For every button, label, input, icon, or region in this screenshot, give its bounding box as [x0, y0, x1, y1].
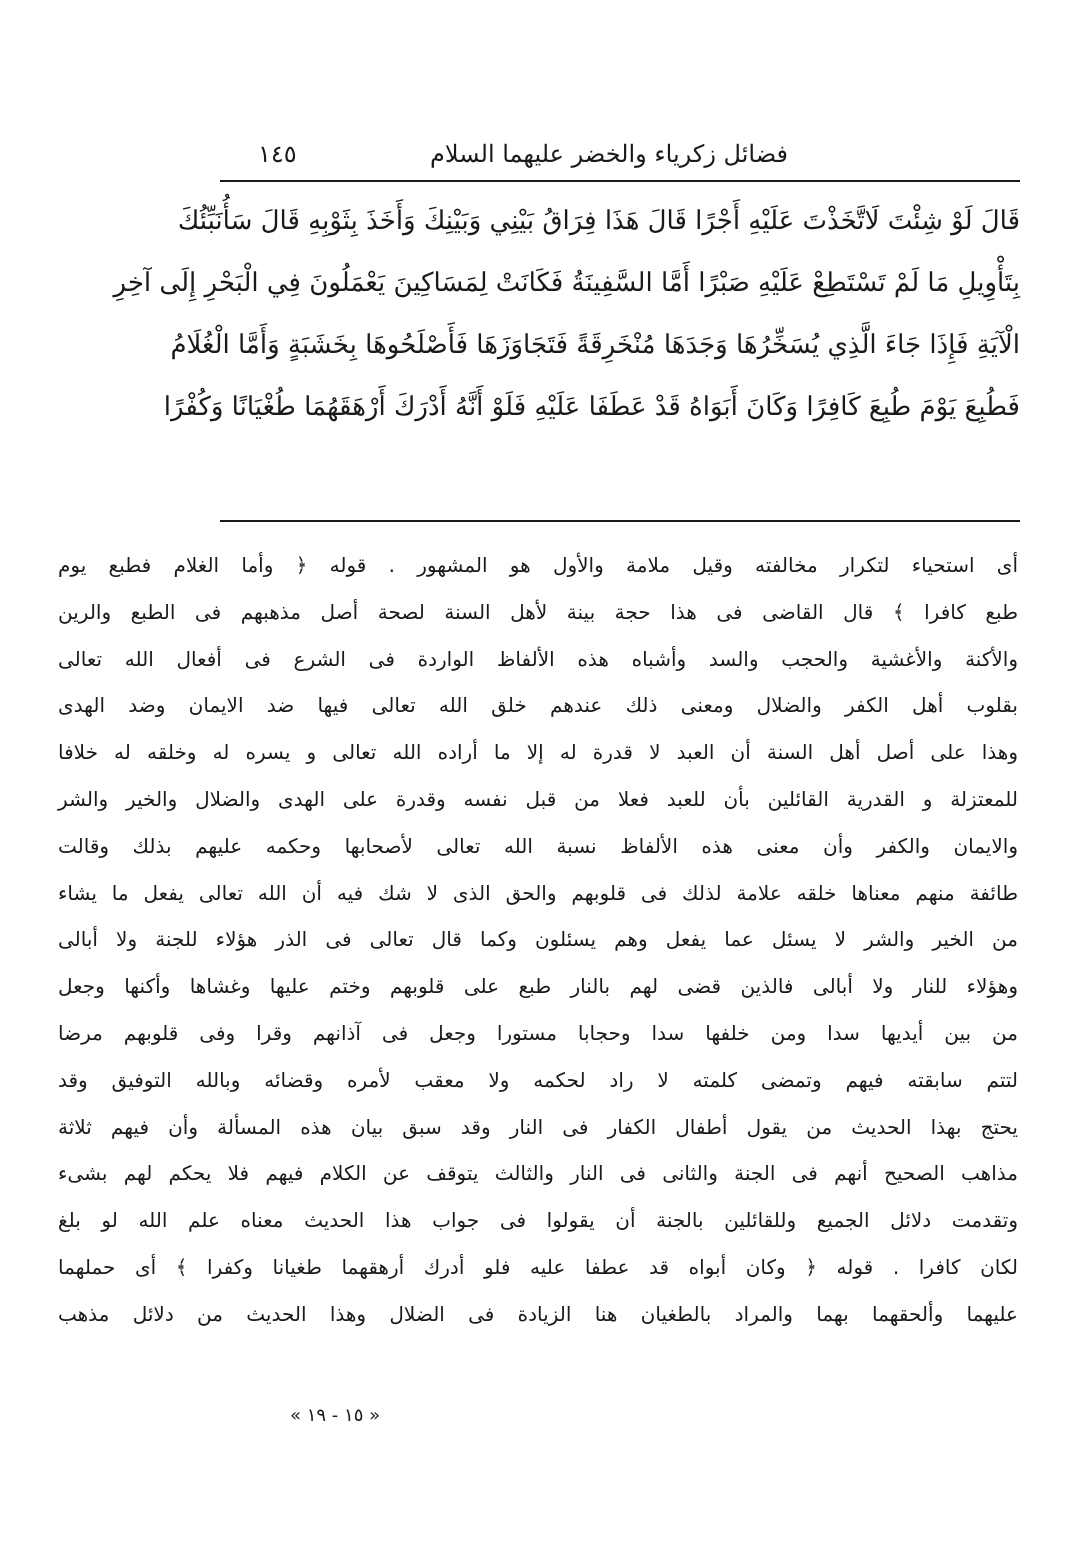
commentary-line: من الخير والشر لا يسئل عما يفعل وهم يسئلون وكما قال تعالى فى الذر هؤلاء للجنة ولا أبالى — [58, 927, 1018, 952]
commentary-line: لكان كافرا . قوله ﴿ وكان أبواه قد عطفا عليه فلو أدرك أرهقهما طغيانا وكفرا ﴾ أى حملهما — [58, 1254, 1018, 1279]
commentary-line: وتقدمت دلائل الجميع وللقائلين بالجنة أن يقولوا فى جواب هذا الحديث معناه علم الله لو بلغ — [58, 1208, 1018, 1233]
commentary-line: يحتج بهذا الحديث من يقول أطفال الكفار فى النار وقد سبق بيان هذه المسألة وأن فيهم ثلاثة — [58, 1114, 1018, 1139]
commentary-block — [58, 542, 1018, 1338]
commentary-line: طبع كافرا ﴾ قال القاضى فى هذا حجة بينة لأهل السنة لصحة أصل مذهبهم فى الطبع والرين — [58, 599, 1018, 624]
commentary-line: من بين أيديها سدا ومن خلفها سدا وحجابا مستورا وجعل فى آذانهم وقرا وفى قلوبهم مرضا — [58, 1020, 1018, 1045]
commentary-line: وهذا على أصل أهل السنة أن العبد لا قدرة له إلا ما أراده الله تعالى و يسره له وخلقه له خلافا — [58, 740, 1018, 765]
verse-line: بِتَأْوِيلِ مَا لَمْ تَسْتَطِعْ عَلَيْهِ صَبْرًا أَمَّا السَّفِينَةُ فَكَانَتْ لِمَسَاكِينَ يَعْمَلُونَ فِي الْبَحْرِ إِلَى آخِرِ — [113, 268, 1020, 298]
commentary-line: مذاهب الصحيح أنهم فى الجنة والثانى فى النار والثالث يتوقف عن الكلام فيهم فلا يحكم لهم بشىء — [58, 1161, 1018, 1186]
commentary-line: للمعتزلة و القدرية القائلين بأن للعبد فعلا من قبل نفسه وقدرة على الهدى والضلال والخير والشر — [58, 786, 1018, 811]
section-divider — [220, 520, 1020, 522]
commentary-line: بقلوب أهل الكفر والضلال ومعنى ذلك عندهم خلق الله تعالى فيها ضد الايمان وضد الهدى — [58, 693, 1018, 718]
commentary-line: وهؤلاء للنار ولا أبالى فالذين قضى لهم بالنار طبع على قلوبهم وختم عليها وغشاها وأكنها وجعل — [58, 974, 1018, 999]
commentary-line: عليهما وألحقهما بهما والمراد بالطغيان هنا الزيادة فى الضلال وهذا الحديث من دلائل مذهب — [58, 1301, 1018, 1326]
verse-line: فَطُبِعَ يَوْمَ طُبِعَ كَافِرًا وَكَانَ أَبَوَاهُ قَدْ عَطَفَا عَلَيْهِ فَلَوْ أَنَّهُ أَدْرَكَ أَرْهَقَهُمَا طُغْيَانًا وَكُفْرًا — [163, 392, 1020, 422]
running-header — [228, 140, 1018, 180]
header-title: فضائل زكرياء والخضر عليهما السلام — [430, 140, 788, 168]
page-number: ١٤٥ — [258, 140, 297, 168]
header-rule — [220, 180, 1020, 182]
verse-line: الْآيَةِ فَإِذَا جَاءَ الَّذِي يُسَخِّرُهَا وَجَدَهَا مُنْخَرِقَةً فَتَجَاوَزَهَا فَأَصْلَحُوهَا بِخَشَبَةٍ وَأَمَّا الْغُلَامُ — [170, 330, 1020, 360]
commentary-line: أى استحياء لتكرار مخالفته وقيل ملامة والأول هو المشهور . قوله ﴿ وأما الغلام فطبع يوم — [58, 553, 1018, 577]
commentary-line: والايمان والكفر وأن معنى هذه الألفاظ نسبة الله تعالى لأصحابها وحكمه عليهم بذلك وقالت — [58, 833, 1018, 858]
commentary-line: لتتم سابقته فيهم وتمضى كلمته لا راد لحكمه ولا معقب لأمره وقضائه وبالله التوفيق وقد — [58, 1067, 1018, 1092]
commentary-line: طائفة منهم معناها خلقه علامة لذلك فى قلوبهم والحق الذى لا شك فيه أن الله تعالى يفعل ما يشاء — [58, 880, 1018, 905]
quranic-verse-block — [113, 190, 1020, 438]
verse-line: قَالَ لَوْ شِئْتَ لَاتَّخَذْتَ عَلَيْهِ أَجْرًا قَالَ هَذَا فِرَاقُ بَيْنِي وَبَيْنِكَ وَأَخَذَ بِثَوْبِهِ قَالَ سَأُنَبِّئُكَ — [177, 206, 1020, 236]
printer-signature: « ١٥ - ١٩ » — [290, 1405, 381, 1426]
commentary-line: والأكنة والأغشية والحجب والسد وأشباه هذه الألفاظ الواردة فى الشرع فى أفعال الله تعالى — [58, 646, 1018, 671]
